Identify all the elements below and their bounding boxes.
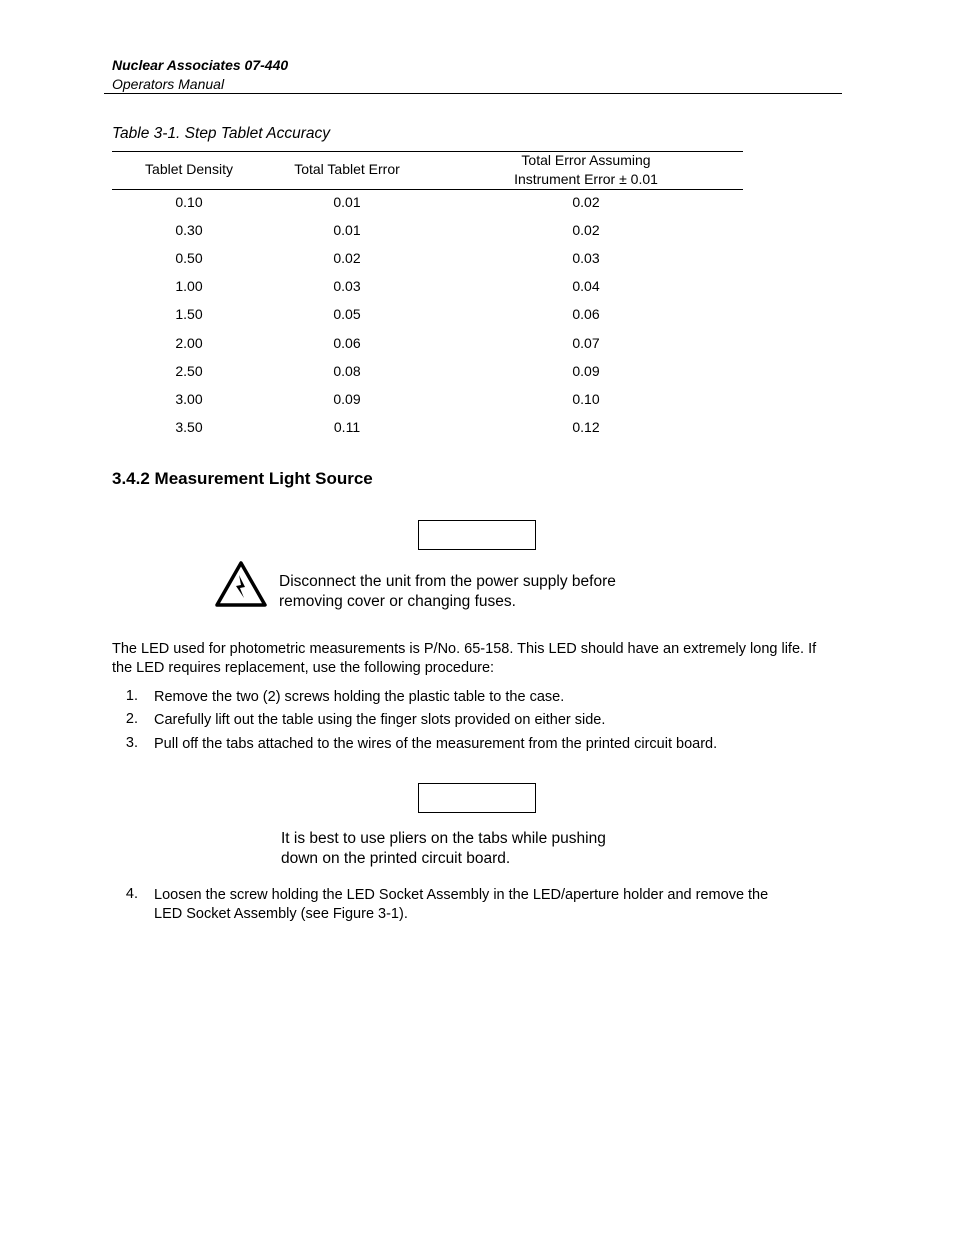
table-cell: 0.09 xyxy=(333,391,361,407)
note-text-line2: down on the printed circuit board. xyxy=(281,850,511,867)
table-cell: 0.05 xyxy=(333,306,361,322)
table-cell: 0.01 xyxy=(333,222,361,238)
list-item-text: Pull off the tabs attached to the wires of the measurement from the printed circuit board. xyxy=(154,736,718,752)
column-header-total-tablet-error: Total Tablet Error xyxy=(294,161,400,177)
table-cell: 0.08 xyxy=(333,363,361,379)
table-cell: 0.04 xyxy=(572,278,600,294)
table-cell: 0.02 xyxy=(572,222,600,238)
table-cell: 0.02 xyxy=(333,250,361,266)
table-cell: 3.50 xyxy=(175,419,203,435)
table-cell: 0.06 xyxy=(572,306,600,322)
table-cell: 0.10 xyxy=(572,391,600,407)
header-rule xyxy=(104,93,842,94)
warning-text-line2: removing cover or changing fuses. xyxy=(279,593,516,610)
list-item-number: 2. xyxy=(125,711,138,727)
table-cell: 0.10 xyxy=(175,194,203,210)
note-text-line1: It is best to use pliers on the tabs while pushing xyxy=(281,830,606,847)
table-cell: 0.30 xyxy=(175,222,203,238)
column-header-tablet-density: Tablet Density xyxy=(145,161,233,177)
warning-text-line1: Disconnect the unit from the power supply before xyxy=(279,573,616,590)
note-label-box xyxy=(418,783,536,813)
table-cell: 0.07 xyxy=(572,335,600,351)
column-header-total-error-line2: Instrument Error ± 0.01 xyxy=(514,171,658,187)
table-header-rule xyxy=(112,189,743,190)
column-header-total-error-line1: Total Error Assuming xyxy=(521,152,651,168)
table-cell: 0.01 xyxy=(333,194,361,210)
section-heading: 3.4.2 Measurement Light Source xyxy=(112,469,373,488)
electrical-hazard-icon xyxy=(214,560,268,608)
list-item-number: 4. xyxy=(125,886,138,902)
list-item-text: Loosen the screw holding the LED Socket Assembly in the LED/aperture holder and remove the xyxy=(154,887,769,903)
table-caption: Table 3-1. Step Tablet Accuracy xyxy=(112,125,330,142)
table-cell: 0.03 xyxy=(572,250,600,266)
table-cell: 0.11 xyxy=(333,419,361,435)
document-title: Nuclear Associates 07-440 xyxy=(112,57,289,73)
list-item-text: Carefully lift out the table using the finger slots provided on either side. xyxy=(154,712,606,728)
list-item-number: 3. xyxy=(125,735,138,751)
document-subtitle: Operators Manual xyxy=(112,76,225,92)
table-cell: 0.03 xyxy=(333,278,361,294)
table-cell: 0.02 xyxy=(572,194,600,210)
table-cell: 1.50 xyxy=(175,306,203,322)
table-cell: 0.50 xyxy=(175,250,203,266)
table-cell: 3.00 xyxy=(175,391,203,407)
table-cell: 1.00 xyxy=(175,278,203,294)
warning-label-box xyxy=(418,520,536,550)
body-paragraph: The LED used for photometric measurements is P/No. 65-158. This LED should have an extremely long life. If the LED requires replacement, use the following procedure: xyxy=(112,641,817,676)
table-cell: 2.00 xyxy=(175,335,203,351)
table-cell: 0.06 xyxy=(333,335,361,351)
table-cell: 0.09 xyxy=(572,363,600,379)
list-item-text: Remove the two (2) screws holding the plastic table to the case. xyxy=(154,689,565,705)
table-cell: 2.50 xyxy=(175,363,203,379)
list-item-text-continued: LED Socket Assembly (see Figure 3-1). xyxy=(154,906,408,922)
table-cell: 0.12 xyxy=(572,419,600,435)
list-item-number: 1. xyxy=(125,688,138,704)
